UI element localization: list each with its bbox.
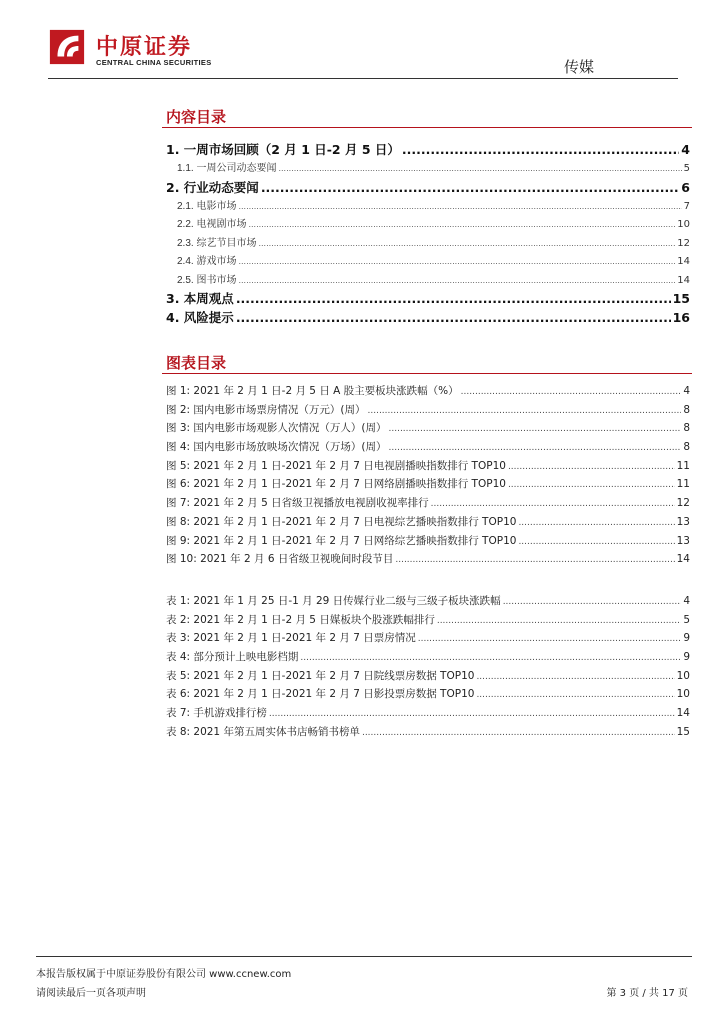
table-entry[interactable] (166, 630, 690, 649)
figure-entry-label: 图 8: 2021 年 2 月 1 日-2021 年 2 月 7 日电视综艺播映指数排行 TOP10 (166, 515, 517, 528)
toc-entry-label: 2. 行业动态要闻 (166, 179, 259, 195)
table-entry-label: 表 2: 2021 年 2 月 1 日-2 月 5 日媒板块个股涨跌幅排行 (166, 613, 435, 626)
figure-entry[interactable] (166, 383, 690, 402)
dot-leader (518, 518, 674, 528)
toc-entry[interactable] (166, 252, 690, 271)
table-entry-page: 5 (683, 613, 690, 626)
figure-entry[interactable] (166, 458, 690, 477)
dot-leader (238, 276, 675, 285)
figures-title: 图表目录 (166, 354, 227, 372)
table-entry-page: 10 (676, 688, 690, 701)
footer-page-number: 第 3 页 / 共 17 页 (606, 988, 688, 999)
page-header (0, 0, 724, 90)
table-entry-page: 4 (683, 595, 690, 607)
figure-entry-label: 图 5: 2021 年 2 月 1 日-2021 年 2 月 7 日电视剧播映指数排行 TOP10 (166, 459, 506, 472)
toc-entry-label: 2.3. 综艺节目市场 (177, 237, 257, 249)
toc-entry-page: 10 (677, 219, 690, 230)
toc-entry-page: 6 (681, 179, 690, 195)
company-logo-icon (48, 28, 86, 66)
figure-entry-label: 图 1: 2021 年 2 月 1 日-2 月 5 日 A 股主要板块涨跌幅（%） (166, 385, 459, 397)
figure-entry-label: 图 3: 国内电影市场观影人次情况（万人）(周） (166, 422, 387, 435)
figure-entry[interactable] (166, 476, 690, 495)
footer-divider (36, 956, 692, 957)
toc-entry[interactable] (166, 140, 690, 159)
footer-disclaimer: 请阅读最后一页各项声明 (36, 988, 146, 999)
figure-list (166, 383, 690, 570)
figure-entry-page: 14 (676, 553, 690, 566)
table-entry[interactable] (166, 686, 690, 705)
dot-leader (389, 424, 682, 434)
table-list (166, 593, 690, 743)
toc-entry-page: 7 (683, 200, 690, 212)
dot-leader (508, 480, 675, 490)
dot-leader (476, 690, 674, 700)
toc-entry[interactable] (166, 289, 690, 308)
dot-leader (269, 709, 675, 719)
toc-entry-page: 14 (677, 274, 690, 286)
toc-entry-label: 1.1. 一周公司动态要闻 (177, 163, 277, 174)
toc-entry[interactable] (166, 234, 690, 253)
table-entry-label: 表 8: 2021 年第五周实体书店畅销书榜单 (166, 725, 360, 738)
toc-entry-label: 4. 风险提示 (166, 310, 234, 325)
toc-entry[interactable] (166, 159, 690, 178)
figure-entry[interactable] (166, 514, 690, 533)
toc-entry-label: 2.5. 图书市场 (177, 274, 237, 286)
table-entry[interactable] (166, 649, 690, 668)
figure-entry[interactable] (166, 533, 690, 552)
toc-entry-page: 15 (672, 291, 690, 306)
dot-leader (236, 291, 671, 306)
toc-entry-page: 16 (672, 310, 690, 325)
dot-leader (278, 164, 681, 173)
figure-entry-page: 4 (683, 385, 690, 397)
table-entry[interactable] (166, 593, 690, 612)
toc-entry-label: 1. 一周市场回顾（2 月 1 日-2 月 5 日） (166, 142, 400, 157)
dot-leader (437, 616, 681, 626)
dot-leader (418, 634, 682, 644)
toc-entry-page: 5 (683, 163, 690, 174)
toc-entry-label: 2.4. 游戏市场 (177, 256, 237, 267)
dot-leader (261, 180, 679, 195)
dot-leader (476, 672, 674, 682)
dot-leader (402, 142, 679, 157)
report-category: 传媒 (563, 58, 594, 76)
toc-entry-page: 4 (681, 142, 690, 157)
contents-title-rule (162, 127, 692, 128)
figure-entry-page: 8 (683, 403, 690, 416)
figure-entry-page: 11 (676, 478, 690, 491)
figure-entry-label: 图 6: 2021 年 2 月 1 日-2021 年 2 月 7 日网络剧播映指数排行 TOP10 (166, 478, 506, 491)
figure-entry-label: 图 7: 2021 年 2 月 5 日省级卫视播放电视剧收视率排行 (166, 497, 429, 510)
figure-entry-page: 12 (676, 497, 690, 510)
contents-title: 内容目录 (166, 108, 227, 126)
figure-entry-label: 图 9: 2021 年 2 月 1 日-2021 年 2 月 7 日网络综艺播映指数排行 TOP10 (166, 534, 517, 547)
dot-leader (503, 597, 682, 607)
figure-entry-label: 图 4: 国内电影市场放映场次情况（万场）(周） (166, 441, 387, 454)
figure-entry-page: 13 (676, 515, 690, 528)
table-entry-page: 9 (683, 651, 690, 664)
figure-entry-label: 图 2: 国内电影市场票房情况（万元）(周） (166, 403, 366, 416)
table-entry-label: 表 6: 2021 年 2 月 1 日-2021 年 2 月 7 日影投票房数据 TOP10 (166, 688, 475, 701)
contents-list (166, 140, 690, 327)
toc-entry[interactable] (166, 271, 690, 290)
toc-entry[interactable] (166, 197, 690, 216)
table-entry-page: 9 (683, 632, 690, 645)
toc-entry-label: 3. 本周观点 (166, 291, 234, 306)
figure-entry-page: 8 (683, 422, 690, 435)
header-divider (48, 78, 678, 79)
toc-entry[interactable] (166, 178, 690, 197)
dot-leader (368, 406, 682, 416)
table-entry[interactable] (166, 668, 690, 687)
dot-leader (248, 220, 675, 229)
table-entry[interactable] (166, 705, 690, 724)
footer-copyright: 本报告版权属于中原证券股份有限公司 www.ccnew.com (36, 969, 292, 980)
table-entry-page: 14 (676, 707, 690, 720)
toc-entry-page: 14 (677, 256, 690, 267)
table-entry-label: 表 1: 2021 年 1 月 25 日-1 月 29 日传媒行业二级与三级子板块涨跌幅 (166, 595, 501, 607)
figure-entry[interactable] (166, 551, 690, 570)
company-name-cn: 中原证券 (96, 34, 193, 60)
toc-entry-label: 2.1. 电影市场 (177, 200, 237, 212)
toc-entry[interactable] (166, 215, 690, 234)
table-entry-label: 表 3: 2021 年 2 月 1 日-2021 年 2 月 7 日票房情况 (166, 632, 416, 645)
table-entry-page: 10 (676, 669, 690, 682)
dot-leader (236, 310, 671, 325)
dot-leader (238, 202, 681, 211)
dot-leader (461, 387, 682, 397)
figure-entry[interactable] (166, 495, 690, 514)
toc-entry-label: 2.2. 电视剧市场 (177, 219, 247, 230)
dot-leader (518, 537, 674, 547)
figures-title-rule (162, 373, 692, 374)
figure-entry-page: 13 (676, 534, 690, 547)
table-entry-page: 15 (676, 725, 690, 738)
table-entry[interactable] (166, 724, 690, 743)
company-name-en: CENTRAL CHINA SECURITIES (96, 58, 212, 67)
figure-entry-page: 8 (683, 441, 690, 454)
dot-leader (431, 499, 675, 509)
toc-entry[interactable] (166, 308, 690, 327)
dot-leader (362, 728, 675, 738)
table-entry-label: 表 7: 手机游戏排行榜 (166, 707, 267, 720)
figure-entry[interactable] (166, 420, 690, 439)
table-entry-label: 表 4: 部分预计上映电影档期 (166, 651, 299, 664)
figure-entry[interactable] (166, 402, 690, 421)
dot-leader (300, 653, 681, 663)
toc-entry-page: 12 (677, 237, 690, 249)
table-entry[interactable] (166, 612, 690, 631)
figure-entry[interactable] (166, 439, 690, 458)
figure-entry-label: 图 10: 2021 年 2 月 6 日省级卫视晚间时段节目 (166, 553, 394, 566)
figure-entry-page: 11 (676, 459, 690, 472)
dot-leader (238, 257, 675, 266)
dot-leader (258, 239, 675, 248)
dot-leader (389, 443, 682, 453)
dot-leader (508, 462, 675, 472)
table-entry-label: 表 5: 2021 年 2 月 1 日-2021 年 2 月 7 日院线票房数据 TOP10 (166, 669, 475, 682)
dot-leader (395, 555, 674, 565)
